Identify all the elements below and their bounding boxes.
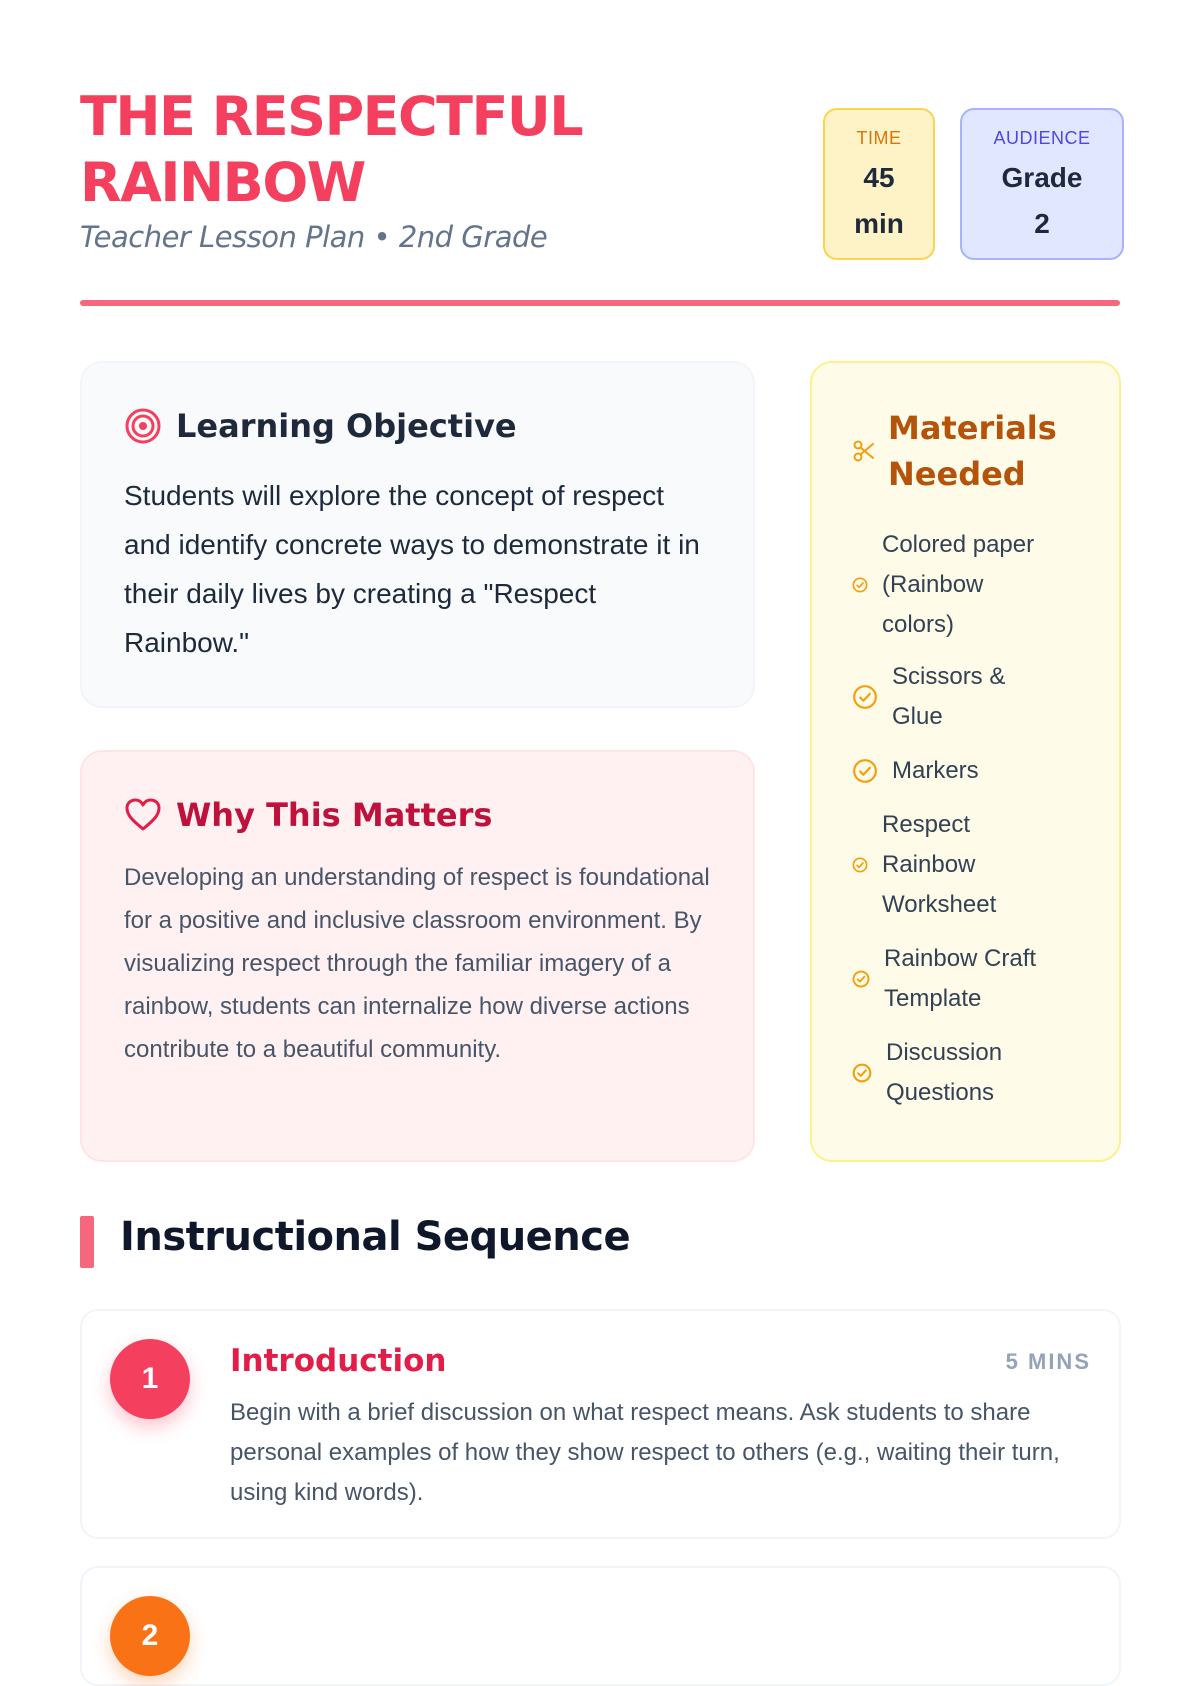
why-this-matters-card xyxy=(80,750,755,1162)
material-item-label: Discussion Questions xyxy=(886,1039,1003,1106)
audience-badge xyxy=(960,108,1124,260)
check-circle-icon xyxy=(852,684,878,710)
material-item xyxy=(852,657,1089,737)
step-description: Begin with a brief discussion on what respect means. Ask students to share personal examples of how they show respect to others (e.g., waiting their turn, using kind words). xyxy=(230,1399,1060,1506)
material-item-label: Scissors & Glue xyxy=(892,663,1006,730)
material-item-label: Colored paper (Rainbow colors) xyxy=(882,531,1035,638)
scissors-icon xyxy=(852,439,876,463)
step-title: Introduction xyxy=(230,1343,447,1379)
material-item xyxy=(852,1033,1089,1113)
lesson-header xyxy=(80,84,1120,304)
instructional-sequence-title: Instructional Sequence xyxy=(120,1214,631,1260)
material-item-label: Respect Rainbow Worksheet xyxy=(882,811,997,918)
target-icon xyxy=(124,407,162,445)
learning-objective-card xyxy=(80,361,755,708)
page-title: THE RESPECTFUL RAINBOW xyxy=(80,85,583,214)
audience-badge-label: AUDIENCE xyxy=(993,128,1091,148)
material-item-label: Markers xyxy=(892,757,979,784)
materials-list xyxy=(852,525,1089,1113)
check-circle-icon xyxy=(852,857,868,873)
time-badge-value: 45 min xyxy=(854,162,904,239)
materials-header xyxy=(852,405,1089,497)
time-badge xyxy=(823,108,935,260)
sequence-step xyxy=(80,1309,1121,1539)
check-circle-icon xyxy=(852,970,870,988)
check-circle-icon xyxy=(852,1063,872,1083)
learning-objective-header xyxy=(124,407,711,445)
step-number: 2 xyxy=(110,1596,190,1676)
material-item xyxy=(852,525,1089,645)
material-item xyxy=(852,751,1089,791)
step-duration: 5 MINS xyxy=(1005,1349,1091,1374)
check-circle-icon xyxy=(852,758,878,784)
learning-objective-title: Learning Objective xyxy=(176,407,517,445)
why-this-matters-text: Developing an understanding of respect is foundational for a positive and inclusive classroom environment. By visualizing respect through the familiar imagery of a rainbow, students can internalize how diverse actions contribute to a beautiful community. xyxy=(124,864,710,1063)
header-divider xyxy=(80,300,1120,306)
learning-objective-text: Students will explore the concept of respect and identify concrete ways to demonstrate it in their daily lives by creating a "Respect Rainbow." xyxy=(124,480,700,658)
sequence-step xyxy=(80,1566,1121,1686)
material-item-label: Rainbow Craft Template xyxy=(884,945,1037,1012)
materials-title: Materials Needed xyxy=(888,409,1057,493)
why-this-matters-header xyxy=(124,796,711,834)
section-accent-bar xyxy=(80,1216,94,1268)
material-item xyxy=(852,805,1089,925)
materials-card xyxy=(810,361,1121,1162)
why-this-matters-title: Why This Matters xyxy=(176,796,493,834)
audience-badge-value: Grade 2 xyxy=(1001,162,1083,239)
time-badge-label: TIME xyxy=(856,128,902,148)
material-item xyxy=(852,939,1089,1019)
check-circle-icon xyxy=(852,577,868,593)
heart-icon xyxy=(124,796,162,834)
step-number: 1 xyxy=(110,1339,190,1419)
page-subtitle: Teacher Lesson Plan • 2nd Grade xyxy=(80,220,548,254)
